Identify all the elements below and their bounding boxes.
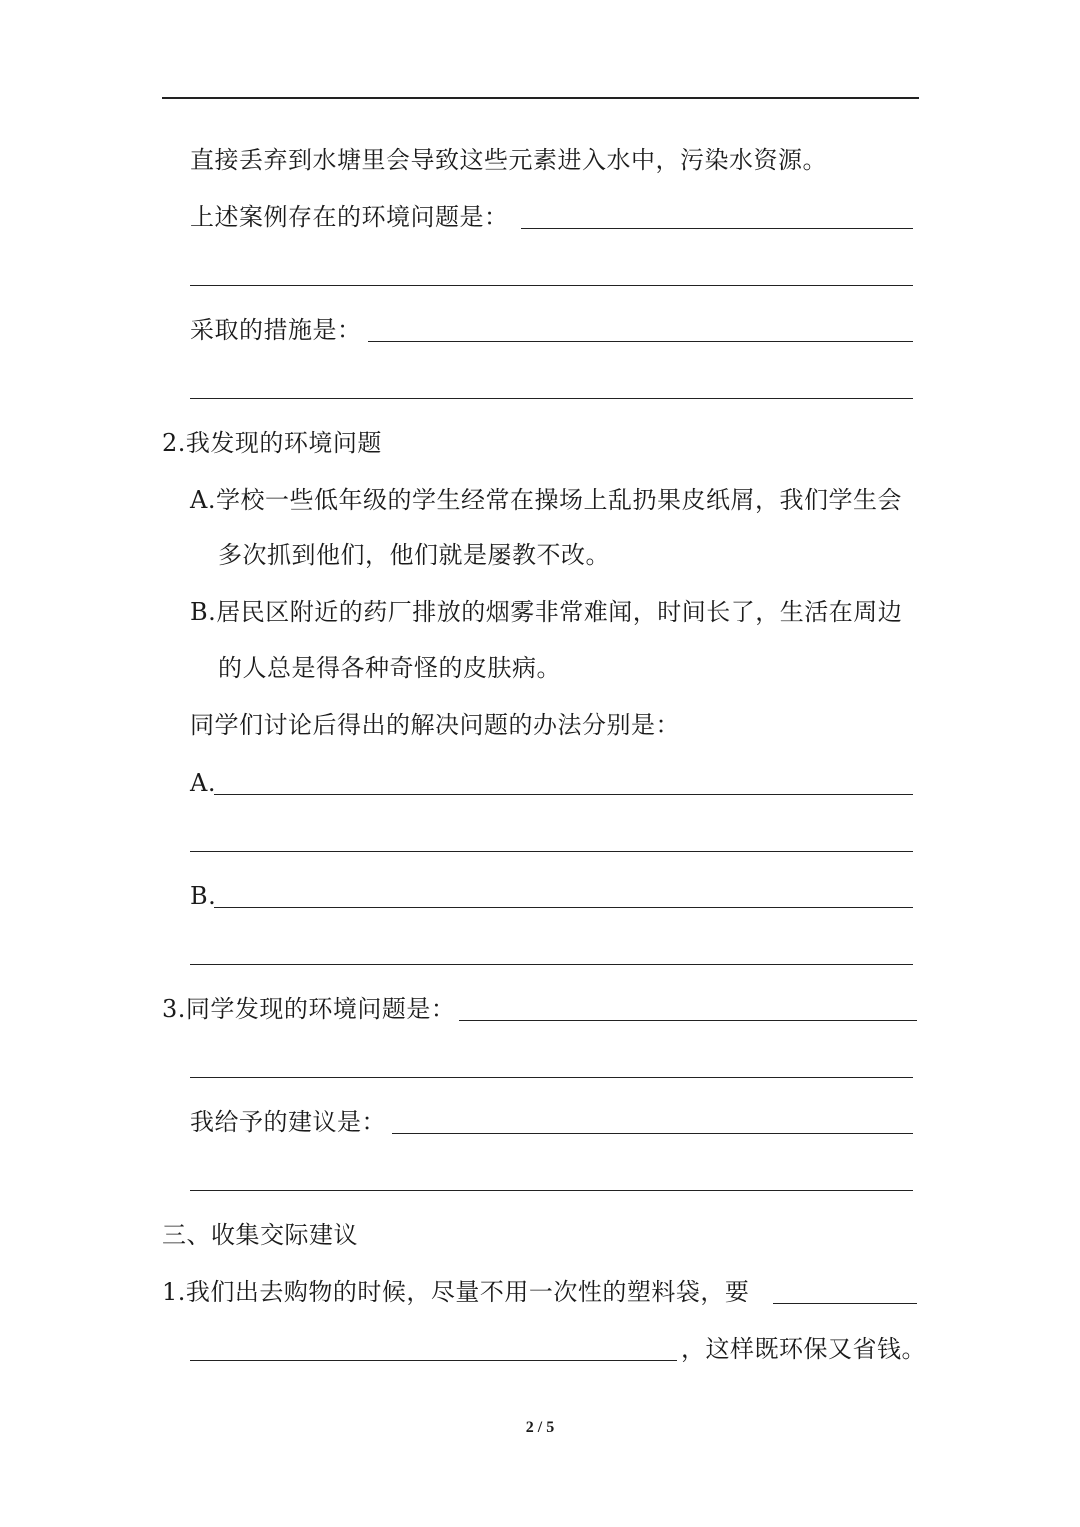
q2-discussion-prompt: 同学们讨论后得出的解决问题的办法分别是：: [190, 711, 680, 739]
q3-suggestion-line[interactable]: [392, 1133, 913, 1134]
q2-case-a-line1: A.学校一些低年级的学生经常在操场上乱扔果皮纸屑，我们学生会: [190, 486, 902, 514]
q2-answer-b-line-2[interactable]: [190, 964, 913, 965]
q1-measures-label: 采取的措施是：: [190, 316, 362, 344]
q2-answer-a-label: A.: [190, 769, 216, 797]
page-number: 2 / 5: [525, 1419, 555, 1436]
q3-suggestion-label: 我给予的建议是：: [190, 1108, 386, 1136]
q1-problem-answer-line-2[interactable]: [190, 285, 913, 286]
q1-problem-answer-line[interactable]: [521, 228, 913, 229]
q3-answer-line-2[interactable]: [190, 1077, 913, 1078]
s3-q1-answer-line-2[interactable]: [190, 1360, 677, 1361]
s3-q1-tail: ，这样既环保又省钱。: [681, 1335, 926, 1363]
s3-q1-answer-line[interactable]: [773, 1303, 917, 1304]
q2-case-a-line2: 多次抓到他们，他们就是屡教不改。: [218, 541, 610, 569]
q3-suggestion-line-2[interactable]: [190, 1190, 913, 1191]
q3-answer-line[interactable]: [459, 1020, 917, 1021]
section3-title: 三、收集交际建议: [162, 1221, 358, 1249]
q2-answer-b-line[interactable]: [214, 907, 913, 908]
q1-measures-answer-line[interactable]: [368, 341, 913, 342]
q3-label: 3.同学发现的环境问题是：: [162, 995, 456, 1023]
q1-measures-answer-line-2[interactable]: [190, 398, 913, 399]
q2-case-b-line2: 的人总是得各种奇怪的皮肤病。: [218, 654, 561, 682]
q2-answer-a-line-2[interactable]: [190, 851, 913, 852]
q2-case-b-line1: B.居民区附近的药厂排放的烟雾非常难闻，时间长了，生活在周边: [190, 598, 903, 626]
q2-answer-a-line[interactable]: [214, 794, 913, 795]
header-rule: [162, 97, 919, 99]
q2-title: 2.我发现的环境问题: [162, 429, 382, 457]
q2-answer-b-label: B.: [190, 882, 217, 910]
s3-q1-text: 1.我们出去购物的时候，尽量不用一次性的塑料袋，要: [162, 1278, 750, 1306]
q1-problem-label: 上述案例存在的环境问题是：: [190, 203, 509, 231]
intro-continuation: 直接丢弃到水塘里会导致这些元素进入水中，污染水资源。: [190, 146, 827, 174]
